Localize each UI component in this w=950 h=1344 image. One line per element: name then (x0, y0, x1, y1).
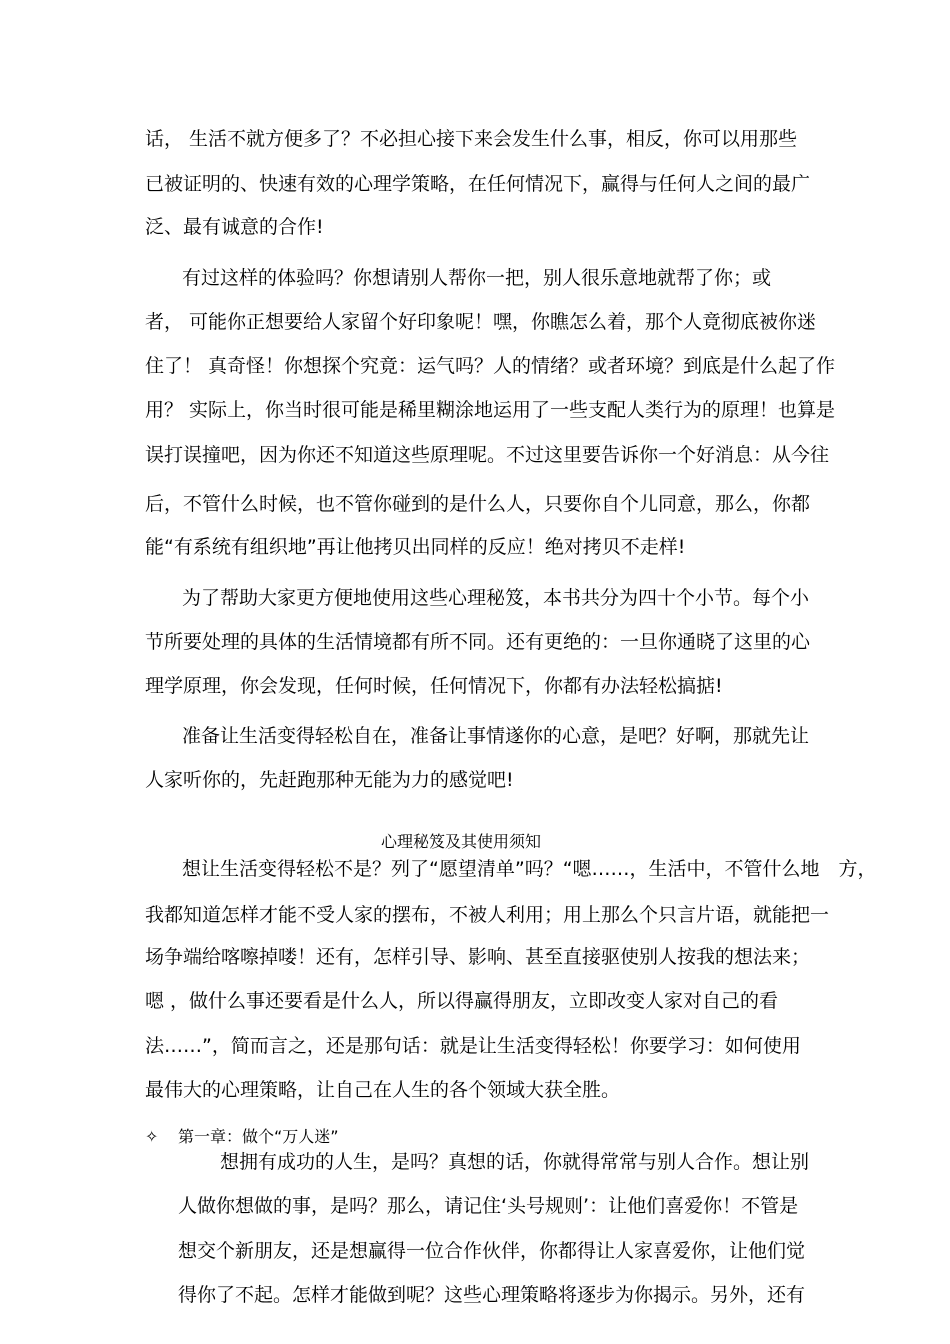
paragraph-line: 者， 可能你正想要给人家留个好印象呢！嘿，你瞧怎么着，那个人竟彻底被你迷 (145, 311, 817, 333)
paragraph-line: 想让生活变得轻松不是？列了“愿望清单”吗？“嗯……，生活中，不管什么地 方， (182, 858, 877, 880)
chapter-heading: 第一章：做个“万人迷” (178, 1127, 339, 1146)
paragraph-line: 法……”，简而言之，还是那句话：就是让生活变得轻松！你要学习：如何使用 (145, 1035, 801, 1057)
paragraph-line: 准备让生活变得轻松自在，准备让事情遂你的心意，是吧？好啊，那就先让 (182, 725, 810, 747)
paragraph-line: 住了！ 真奇怪！你想探个究竟：运气吗？人的情绪？或者环境？到底是什么起了作 (145, 355, 836, 377)
paragraph-line: 得你了不起。怎样才能做到呢？这些心理策略将逐步为你揭示。另外，还有 (178, 1284, 806, 1306)
paragraph-line: 我都知道怎样才能不受人家的摆布，不被人利用；用上那么个只言片语，就能把一 (145, 904, 830, 926)
paragraph-line: 能“有系统有组织地”再让他拷贝出同样的反应！绝对拷贝不走样! (145, 536, 686, 558)
paragraph-line: 后，不管什么时候，也不管你碰到的是什么人，只要你自个儿同意，那么，你都 (145, 493, 811, 515)
paragraph-line: 想拥有成功的人生，是吗？真想的话，你就得常常与别人合作。想让别 (220, 1151, 810, 1173)
paragraph-line: 泛、最有诚意的合作! (145, 216, 324, 238)
paragraph-line: 节所要处理的具体的生活情境都有所不同。还有更绝的：一旦你通晓了这里的心 (145, 631, 811, 653)
paragraph-line: 误打误撞吧，因为你还不知道这些原理呢。不过这里要告诉你一个好消息：从今往 (145, 444, 830, 466)
paragraph-line: 已被证明的、快速有效的心理学策略，在任何情况下，赢得与任何人之间的最广 (145, 173, 811, 195)
paragraph-line: 人家听你的，先赶跑那种无能为力的感觉吧! (145, 769, 514, 791)
paragraph-line: 用？ 实际上，你当时很可能是稀里糊涂地运用了一些支配人类行为的原理！也算是 (145, 399, 836, 421)
paragraph-line: 话， 生活不就方便多了？不必担心接下来会发生什么事，相反，你可以用那些 (145, 128, 798, 150)
paragraph-line: 理学原理，你会发现，任何时候，任何情况下，你都有办法轻松搞掂! (145, 675, 723, 697)
paragraph-line: 想交个新朋友，还是想赢得一位合作伙伴，你都得让人家喜爱你，让他们觉 (178, 1240, 806, 1262)
paragraph-line: 嗯 ，做什么事还要看是什么人，所以得赢得朋友，立即改变人家对自己的看 (145, 990, 779, 1012)
paragraph-line: 为了帮助大家更方便地使用这些心理秘笈，本书共分为四十个小节。每个小 (182, 587, 810, 609)
paragraph-line: 人做你想做的事，是吗？那么，请记住‘头号规则’：让他们喜爱你！不管是 (178, 1195, 799, 1217)
bullet-icon: ✧ (145, 1127, 159, 1146)
paragraph-line: 场争端给喀嚓掉喽！还有，怎样引导、影响、甚至直接驱使别人按我的想法来； (145, 946, 811, 968)
paragraph-line: 有过这样的体验吗？你想请别人帮你一把，别人很乐意地就帮了你；或 (182, 267, 772, 289)
paragraph-line: 最伟大的心理策略，让自己在人生的各个领域大获全胜。 (145, 1079, 621, 1101)
section-heading: 心理秘笈及其使用须知 (381, 832, 542, 851)
